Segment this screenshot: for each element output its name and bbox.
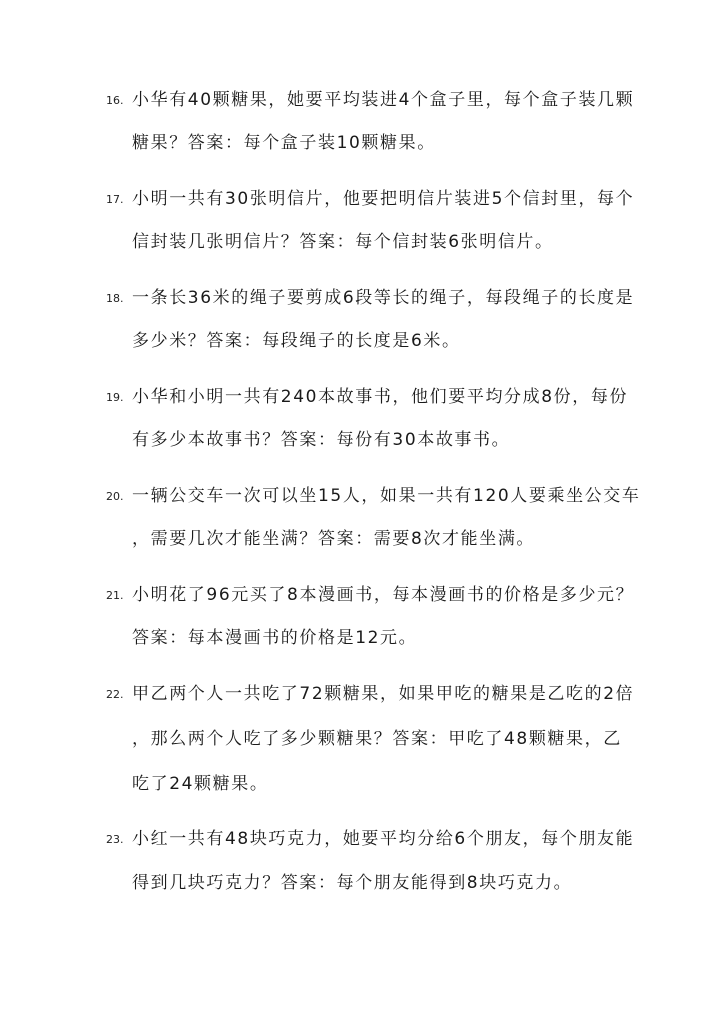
problem-text-line: 答案：每本漫画书的价格是12元。 xyxy=(132,628,418,648)
problem-text-line: 吃了24颗糖果。 xyxy=(132,774,269,794)
problem-text-line: 小华和小明一共有240本故事书，他们要平均分成8份，每份 xyxy=(132,387,629,407)
problem-text-line: 小红一共有48块巧克力，她要平均分给6个朋友，每个朋友能 xyxy=(132,829,635,849)
problem-text-line: 小华有40颗糖果，她要平均装进4个盒子里，每个盒子装几颗 xyxy=(132,90,635,110)
problem-number: 22. xyxy=(106,688,124,701)
problem-text-line: 小明一共有30张明信片，他要把明信片装进5个信封里，每个 xyxy=(132,189,635,209)
problem-text-line: 一条长36米的绳子要剪成6段等长的绳子，每段绳子的长度是 xyxy=(132,288,635,308)
problem-text-line: 糖果？答案：每个盒子装10颗糖果。 xyxy=(132,133,436,153)
problem-number: 16. xyxy=(106,94,124,107)
problem-text-line: ，需要几次才能坐满？答案：需要8次才能坐满。 xyxy=(132,529,536,549)
problem-text-line: 有多少本故事书？答案：每份有30本故事书。 xyxy=(132,430,511,450)
problem-number: 17. xyxy=(106,193,124,206)
problem-number: 18. xyxy=(106,292,124,305)
problem-text-line: 得到几块巧克力？答案：每个朋友能得到8块巧克力。 xyxy=(132,873,573,893)
problem-text-line: 小明花了96元买了8本漫画书，每本漫画书的价格是多少元？ xyxy=(132,585,635,605)
problem-number: 21. xyxy=(106,589,124,602)
problem-text-line: 一辆公交车一次可以坐15人，如果一共有120人要乘坐公交车 xyxy=(132,486,641,506)
problem-text-line: 多少米？答案：每段绳子的长度是6米。 xyxy=(132,331,461,351)
problem-text-line: 信封装几张明信片？答案：每个信封装6张明信片。 xyxy=(132,232,554,252)
problem-number: 23. xyxy=(106,833,124,846)
problem-text-line: 甲乙两个人一共吃了72颗糖果，如果甲吃的糖果是乙吃的2倍 xyxy=(132,684,635,704)
problem-text-line: ，那么两个人吃了多少颗糖果？答案：甲吃了48颗糖果，乙 xyxy=(132,729,622,749)
problem-number: 20. xyxy=(106,490,124,503)
problem-number: 19. xyxy=(106,391,124,404)
